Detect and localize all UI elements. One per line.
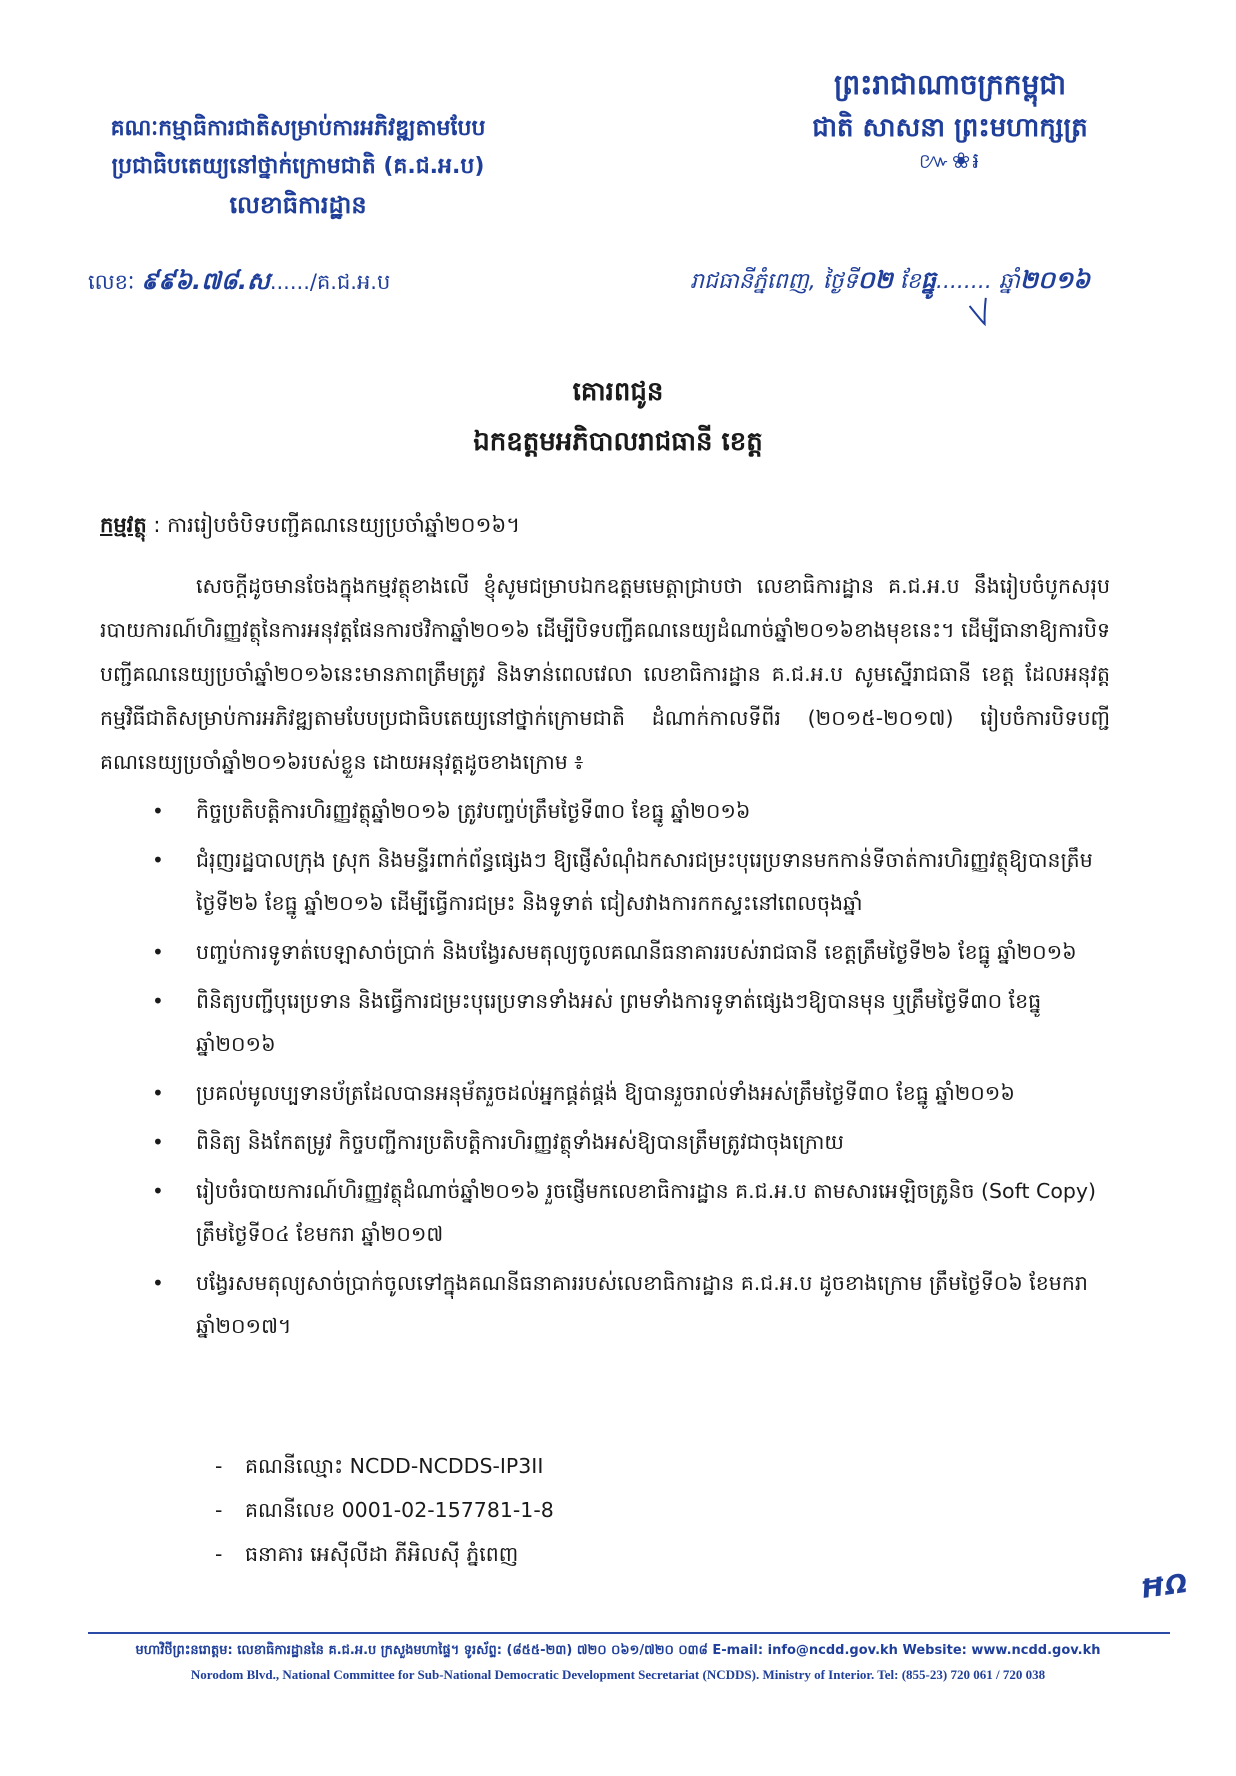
reference-number (88, 266, 390, 297)
bullet-icon: • (152, 799, 164, 823)
kingdom-title: ព្រះរាជាណាចក្រកម្ពុជា (833, 68, 1066, 101)
footer-address-english: Norodom Blvd., National Committee for Sub-National Democratic Development Secretariat (NCDDS). Ministry of Interior. Tel: (855-23) 720 061 / 720 038 (190, 1667, 1046, 1682)
list-item: • ជំរុញរដ្ឋបាលក្រុង ស្រុក និងមន្ទីរពាក់ព័ន្ធផ្សេងៗ ឱ្យផ្ញើសំណុំឯកសារជម្រះបុរេប្រទានមកកាន់ទីចាត់ការហិរញ្ញវត្ថុឱ្យបានត្រឹមថ្ងៃទី២៦ ខែធ្នូ ឆ្នាំ២០១៦ ដើម្បីធ្វើការជម្រះ និងទូទាត់ ជៀសវាងការកកស្ទះនៅពេលចុងឆ្នាំ (170, 839, 1110, 925)
subject-label: កម្មវត្ថុ (100, 513, 147, 537)
issuer-line-3: លេខាធិការដ្ឋាន (229, 191, 367, 219)
ornament-icon: ៚❀៛ (918, 149, 982, 174)
list-item: • កិច្ចប្រតិបត្តិការហិរញ្ញវត្ថុឆ្នាំ២០១៦ ត្រូវបញ្ចប់ត្រឹមថ្ងៃទី៣០ ខែធ្នូ ឆ្នាំ២០១៦ (170, 790, 1110, 833)
date-year: ២០១៦ (1019, 266, 1091, 294)
date-month: ធ្នូ (920, 266, 936, 294)
kingdom-motto: ជាតិ សាសនា ព្រះមហាក្សត្រ (812, 113, 1088, 143)
footer-address-khmer: មហាវិថីព្រះនរោត្តម: លេខាធិការដ្ឋាននៃ គ.ជ.អ.ប ក្រសួងមហាផ្ទៃ។ ទូរស័ព្ទ: (៨៥៥-២៣) ៧២០ ០៦១/៧២០ ០៣៨ E-mail: info@ncdd.gov.kh Website: www.ncdd.gov.kh (135, 1643, 1101, 1658)
bank-account-number: - គណនីលេខ 0001-02-157781-1-8 (215, 1488, 554, 1532)
list-item: • រៀបចំរបាយការណ៍ហិរញ្ញវត្ថុដំណាច់ឆ្នាំ២០១៦ រួចផ្ញើមកលេខាធិការដ្ឋាន គ.ជ.អ.ប តាមសារអេឡិចត្រូនិច (Soft Copy) ត្រឹមថ្ងៃទី០៤ ខែមករា ឆ្នាំ២០១៧ (170, 1170, 1110, 1256)
bank-details (215, 1444, 554, 1576)
list-item: • ប្រគល់មូលប្បទានប័ត្រដែលបានអនុម័តរួចដល់អ្នកផ្គត់ផ្គង់ ឱ្យបានរួចរាល់ទាំងអស់ត្រឹមថ្ងៃទី៣០ ខែធ្នូ ឆ្នាំ២០១៦ (170, 1072, 1110, 1115)
footer-divider (88, 1632, 1170, 1634)
bullet-icon: • (152, 940, 164, 964)
recipient-title: ឯកឧត្តមអភិបាលរាជធានី ខេត្ត (473, 427, 763, 457)
body-paragraph: សេចក្តីដូចមានចែងក្នុងកម្មវត្ថុខាងលើ ខ្ញុំសូមជម្រាបឯកឧត្តមមេត្តាជ្រាបថា លេខាធិការដ្ឋាន គ.ជ.អ.ប នឹងរៀបចំបូកសរុបរបាយការណ៍ហិរញ្ញវត្ថុនៃការអនុវត្តផែនការថវិកាឆ្នាំ២០១៦ ដើម្បីបិទបញ្ជីគណនេយ្យដំណាច់ឆ្នាំ២០១៦ខាងមុខនេះ។ ដើម្បីធានាឱ្យការបិទបញ្ជីគណនេយ្យប្រចាំឆ្នាំ២០១៦នេះមានភាពត្រឹមត្រូវ និងទាន់ពេលវេលា លេខាធិការដ្ឋាន គ.ជ.អ.ប សូមស្នើរាជធានី ខេត្ត ដែលអនុវត្តកម្មវិធីជាតិសម្រាប់ការអភិវឌ្ឍតាមបែបប្រជាធិបតេយ្យនៅថ្នាក់ក្រោមជាតិ ដំណាក់កាលទីពីរ (២០១៥-២០១៧) រៀបចំការបិទបញ្ជីគណនេយ្យប្រចាំឆ្នាំ២០១៦របស់ខ្លួន ដោយអនុវត្តដូចខាងក្រោម ៖ (100, 574, 1110, 774)
issuer-header (88, 110, 508, 224)
check-mark-icon (964, 295, 1001, 339)
signature-initials: ĦΩ (1138, 1568, 1190, 1606)
reference-label: លេខៈ (88, 270, 142, 294)
date-month-label: ខែ (892, 269, 921, 294)
subject-text: : ការរៀបចំបិទបញ្ជីគណនេយ្យប្រចាំឆ្នាំ២០១៦។ (146, 513, 521, 537)
dash-icon: - (215, 1498, 223, 1522)
date-year-label: ........ ឆ្នាំ (935, 269, 1020, 294)
subject-line (100, 508, 520, 542)
kingdom-header (770, 62, 1130, 176)
issuer-line-2: ប្រជាធិបតេយ្យនៅថ្នាក់ក្រោមជាតិ (គ.ជ.អ.ប) (111, 154, 485, 179)
date-day: ០២ (857, 266, 893, 294)
bullet-icon: • (152, 989, 164, 1013)
dash-icon: - (215, 1542, 223, 1566)
bullet-icon: • (152, 1179, 164, 1203)
list-item: • បញ្ចប់ការទូទាត់បេឡាសាច់ប្រាក់ និងបង្វែរសមតុល្យចូលគណនីធនាគាររបស់រាជធានី ខេត្តត្រឹមថ្ងៃទី២៦ ខែធ្នូ ឆ្នាំ២០១៦ (170, 931, 1110, 974)
list-item: • ពិនិត្យ និងកែតម្រូវ កិច្ចបញ្ជីការប្រតិបត្តិការហិរញ្ញវត្ថុទាំងអស់ឱ្យបានត្រឹមត្រូវជាចុងក្រោយ (170, 1121, 1110, 1164)
recipient-greeting: គោរពជូន (572, 377, 664, 407)
date-line (690, 264, 1090, 298)
bullet-icon: • (152, 848, 164, 872)
bullet-icon: • (152, 1130, 164, 1154)
date-prefix: រាជធានីភ្នំពេញ, ថ្ងៃទី (690, 269, 858, 294)
list-item: • ពិនិត្យបញ្ជីបុរេប្រទាន និងធ្វើការជម្រះបុរេប្រទានទាំងអស់ ព្រមទាំងការទូទាត់ផ្សេងៗឱ្យបានមុន ឬត្រឹមថ្ងៃទី៣០ ខែធ្នូ ឆ្នាំ២០១៦ (170, 980, 1110, 1066)
bank-name: - ធនាគារ អេស៊ីលីដា ភីអិលស៊ី ភ្នំពេញ (215, 1532, 554, 1576)
bullet-icon: • (152, 1271, 164, 1295)
list-item: • បង្វែរសមតុល្យសាច់ប្រាក់ចូលទៅក្នុងគណនីធនាគាររបស់លេខាធិការដ្ឋាន គ.ជ.អ.ប ដូចខាងក្រោម ត្រឹមថ្ងៃទី០៦ ខែមករា ឆ្នាំ២០១៧។ (170, 1262, 1110, 1348)
bank-account-name: - គណនីឈ្មោះ NCDD-NCDDS-IP3II (215, 1444, 554, 1488)
reference-handwritten: ៩៩៦.៧៨.ស (141, 267, 270, 295)
reference-suffix: ....../គ.ជ.អ.ប (269, 270, 391, 294)
dash-icon: - (215, 1454, 223, 1478)
instruction-list (152, 790, 1110, 1354)
bullet-icon: • (152, 1081, 164, 1105)
issuer-line-1: គណៈកម្មាធិការជាតិសម្រាប់ការអភិវឌ្ឍតាមបែប (110, 116, 486, 141)
